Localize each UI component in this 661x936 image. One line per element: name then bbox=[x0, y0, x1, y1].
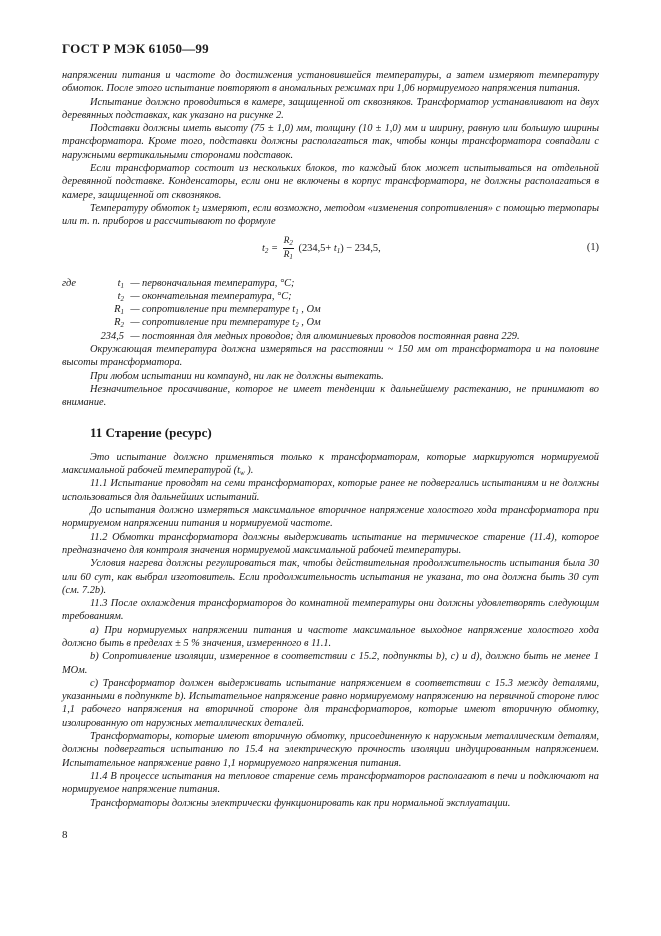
paragraph: При любом испытании ни компаунд, ни лак не должны вытекать. bbox=[90, 370, 384, 382]
paragraph: 11.3 После охлаждения трансформаторов до комнатной температуры они должны удовлетворять следующим требованиям. bbox=[62, 598, 599, 623]
temperature-paragraph: Температуру обмоток $t_2$ измеряют, если возможно, методом «изменения сопротивления» с помощью термопары или т. п. приборов и рассчитывают по формуле bbox=[62, 202, 599, 228]
section-intro: Это испытание должно применяться только к трансформаторам, которые маркируются нормируемой максимальной рабочей температурой ($t_w$ ). bbox=[62, 451, 599, 478]
paragraph: a) При нормируемых напряжении питания и частоте максимальное выходное напряжение холостого хода должно быть в пределах ± 5 % значения, измеренного в 11.1. bbox=[62, 624, 599, 649]
paragraph: Трансформаторы, которые имеют вторичную обмотку, присоединенную к наружным металлическим деталям, должны подвергаться испытанию по 15.4 на электрическую прочность изоляции индуцированным напряжением. Испытательное напряжение равно 1,1 нормируемого напряжения питания. bbox=[62, 731, 599, 769]
formula-definitions bbox=[62, 277, 599, 343]
paragraph: Условия нагрева должны регулироваться так, чтобы действительная продолжительность испытания была 30 или 60 сут, как выбрал изготовитель. Если продолжительность испытания не указана, то она должна быть 30 сут (см. 7.2b). bbox=[62, 558, 599, 596]
paragraph: Испытание должно проводиться в камере, защищенной от сквозняков. Трансформатор устанавливают на двух деревянных подставках, как указано на рисунке 2. bbox=[62, 96, 599, 121]
page-number: 8 bbox=[62, 829, 68, 841]
paragraph: b) Сопротивление изоляции, измеренное в соответствии с 15.2, подпункты b), c) и d), должно быть не менее 1 МОм. bbox=[62, 651, 599, 676]
paragraph: Трансформаторы должны электрически функционировать как при нормальной эксплуатации. bbox=[90, 797, 511, 809]
formula-1 bbox=[62, 235, 599, 269]
paragraph: Подставки должны иметь высоту (75 ± 1,0) мм, толщину (10 ± 1,0) мм и ширину, равную или большую ширины трансформатора. Кроме того, подставки должны располагаться так, чтобы концы трансформатора совпадали с наружными вертикальными сторонами подставок. bbox=[62, 123, 599, 161]
section-heading: 11 Старение (ресурс) bbox=[90, 424, 212, 440]
formula-expression: $t_2$ = $\frac{R_2}{R_1}$ $(234,5+ t_1) - 234,5$, bbox=[262, 235, 381, 261]
paragraph: 11.1 Испытание проводят на семи трансформаторах, которые ранее не подвергались испытаниям и не должны использоваться для дальнейших испытаний. bbox=[62, 478, 599, 503]
definition-row: $R_2$ — сопротивление при температуре $t_2$ , Ом bbox=[114, 317, 321, 330]
paragraph: 11.4 В процессе испытания на тепловое старение семь трансформаторов располагают в печи и подключают на нормируемое напряжение питания. bbox=[62, 770, 599, 796]
definition-row: где $t_1$ — первоначальная температура, °C; bbox=[62, 277, 295, 290]
paragraph: Незначительное просачивание, которое не имеет тенденции к дальнейшему растеканию, не принимают во внимание. bbox=[62, 383, 599, 409]
definition-row: $R_1$ — сопротивление при температуре $t_1$ , Ом bbox=[114, 304, 321, 317]
definition-row: 234,5 — постоянная для медных проводов; для алюминиевых проводов постоянная равна 229. bbox=[100, 330, 520, 342]
body-text bbox=[62, 69, 599, 810]
formula-number: (1) bbox=[586, 241, 599, 253]
paragraph: До испытания должно измеряться максимальное вторичное напряжение холостого хода трансформатора при нормируемом напряжении питания и нормируемой частоте. bbox=[62, 505, 599, 530]
paragraph: c) Трансформатор должен выдерживать испытание напряжением в соответствии с 15.3 между деталями, указанными в подпункте b). Испытательное напряжение равно нормируемому напряжению на первичной стороне плюс 1,1 рабочего напряжения на вторичной стороне для трансформаторов, которые имеют вторичную обмотку, изолированную от наружных металлических деталей. bbox=[62, 677, 599, 729]
paragraph: Окружающая температура должна измеряться на расстоянии ~ 150 мм от трансформатора и на половине высоты трансформатора. bbox=[62, 344, 599, 369]
paragraph: 11.2 Обмотки трансформатора должны выдерживать испытание на термическое старение (11.4), которое предназначено для контроля значения нормируемой максимальной рабочей температуры. bbox=[62, 531, 599, 556]
definition-row: $t_2$ — окончательная температура, °C; bbox=[117, 290, 292, 303]
standard-header: ГОСТ Р МЭК 61050—99 bbox=[62, 41, 209, 56]
resistance-ratio: $\frac{R_2}{R_1}$ bbox=[283, 235, 293, 261]
paragraph: напряжении питания и частоте до достижения установившейся температуры, а затем измеряют температуру обмоток. После этого испытание повторяют в аномальных режимах при 1,06 нормируемого напряжения питания. bbox=[62, 70, 599, 95]
paragraph: Если трансформатор состоит из нескольких блоков, то каждый блок может испытываться на отдельной деревянной подставке. Конденсаторы, если они не включены в корпус трансформатора, не должны располагаться в камере, защищенной от сквозняков. bbox=[62, 163, 599, 201]
